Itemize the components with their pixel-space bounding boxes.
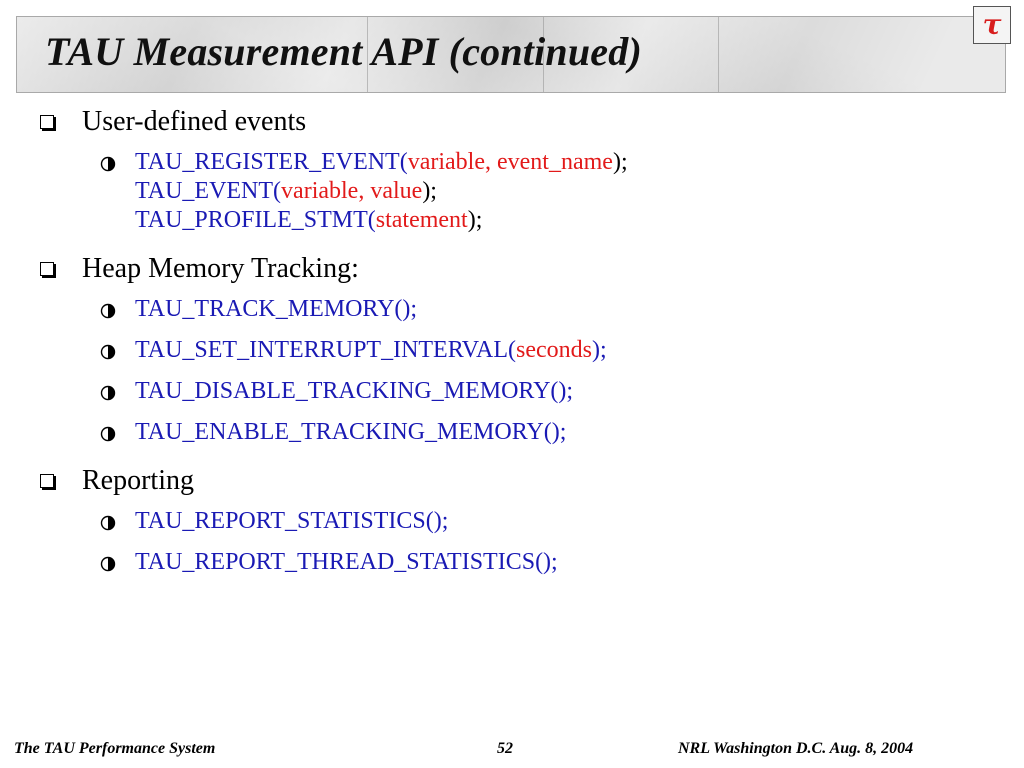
api-call: [135, 177, 628, 206]
half-circle-bullet-icon: [100, 426, 116, 442]
api-argument: variable, value: [281, 178, 423, 204]
half-circle-bullet-icon: [100, 556, 116, 572]
half-circle-bullet-icon: [100, 344, 116, 360]
footer-right: NRL Washington D.C. Aug. 8, 2004: [678, 740, 914, 757]
section-heading-text: User-defined events: [82, 106, 307, 137]
banner-seam: [718, 17, 719, 92]
api-call: [135, 548, 558, 577]
api-call: [135, 377, 573, 406]
api-call: [135, 336, 607, 365]
api-argument: seconds: [516, 337, 593, 363]
tau-logo-icon: [974, 7, 1010, 43]
api-argument: variable, event_name: [407, 149, 613, 175]
api-code: TAU_REGISTER_EVENT(: [135, 149, 408, 175]
square-bullet-icon: [40, 262, 54, 276]
api-code: TAU_REPORT_THREAD_STATISTICS();: [135, 549, 558, 575]
api-code: );: [422, 178, 437, 204]
api-code: );: [612, 149, 628, 175]
api-code: TAU_SET_INTERRUPT_INTERVAL(: [135, 337, 517, 363]
tau-logo-glyph: τ: [982, 8, 1002, 41]
tau-logo: [973, 6, 1011, 44]
api-code: TAU_REPORT_STATISTICS();: [135, 508, 449, 534]
title-banner: [16, 16, 1006, 93]
square-bullet-icon: [40, 474, 54, 488]
api-call: [135, 507, 448, 536]
api-code: TAU_PROFILE_STMT(: [135, 207, 376, 233]
footer-left: The TAU Performance System: [14, 740, 216, 757]
square-bullet-icon: [40, 115, 54, 129]
footer-page-number: 52: [497, 740, 513, 757]
slide-title: TAU Measurement API (continued): [45, 29, 642, 74]
api-code: TAU_EVENT(: [135, 178, 282, 204]
api-code: );: [467, 207, 483, 233]
api-call: [135, 206, 628, 235]
api-code: TAU_ENABLE_TRACKING_MEMORY();: [135, 419, 567, 445]
api-code: );: [592, 337, 607, 363]
api-call: [135, 295, 417, 324]
half-circle-bullet-icon: [100, 156, 116, 172]
api-code: TAU_TRACK_MEMORY();: [135, 296, 418, 322]
api-call: [135, 418, 566, 447]
half-circle-bullet-icon: [100, 385, 116, 401]
half-circle-bullet-icon: [100, 515, 116, 531]
api-argument: statement: [375, 207, 468, 233]
section-heading-text: Heap Memory Tracking:: [82, 253, 359, 284]
half-circle-bullet-icon: [100, 303, 116, 319]
section-heading-text: Reporting: [82, 465, 194, 496]
api-call: [135, 148, 628, 177]
api-code: TAU_DISABLE_TRACKING_MEMORY();: [135, 378, 574, 404]
